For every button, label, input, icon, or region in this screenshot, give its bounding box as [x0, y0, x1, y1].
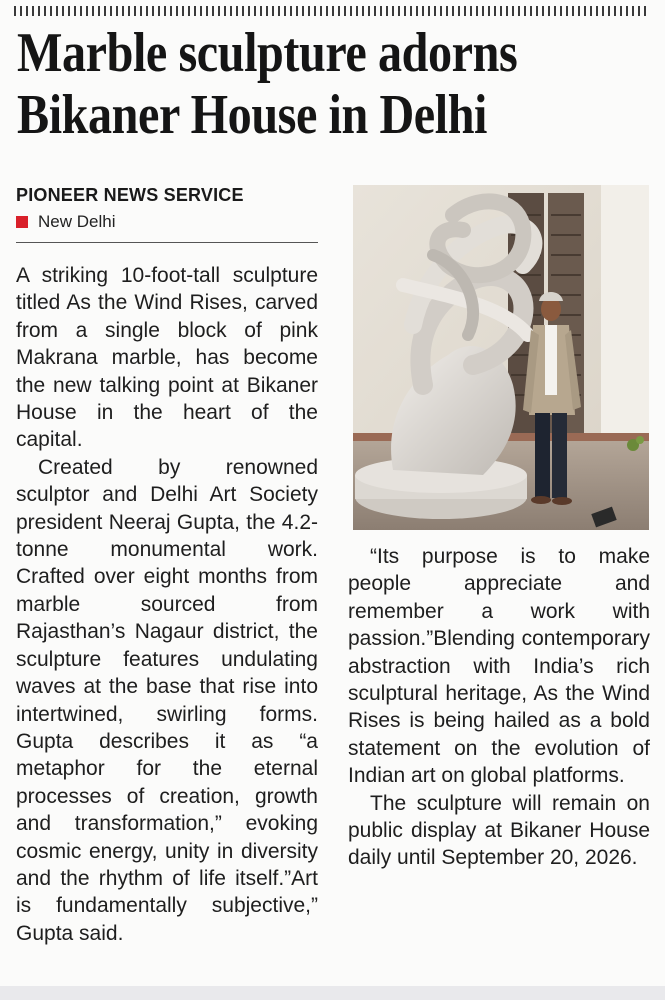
article-paragraph: “Its purpose is to make people appreciate and remember a work with passion.”Blending contemporary abstraction with India’s rich sculptural heritage, As the Wind Rises is being hailed as a bold statement on the evolution of Indian art on global platforms.: [348, 545, 650, 788]
headline: [17, 22, 564, 146]
article-paragraph: Created by renowned sculptor and Delhi Art Society president Neeraj Gupta, the 4.2-tonne monumental work. Crafted over eight months from marble sourced from Rajasthan’s Nagaur district, the sculpture features undulating waves at the base that rise into intertwined, swirling forms. Gupta describes it as “a metaphor for the eternal processes of creation, growth and transformation,” evoking cosmic energy, unity in diversity and the rhythm of life itself.”Art is fundamentally subjective,” Gupta said.: [16, 455, 318, 945]
sculpture-photo: [353, 185, 649, 530]
dateline-city: New Delhi: [38, 212, 116, 231]
article-column-right: [348, 543, 650, 872]
top-tick-bar: [14, 6, 650, 16]
article-paragraph: The sculpture will remain on public display at Bikaner House daily until September 20, 2026.: [348, 791, 650, 870]
bottom-band: [0, 986, 665, 1000]
dateline: [16, 212, 115, 232]
article-column-left: [16, 262, 318, 947]
byline: PIONEER NEWS SERVICE: [16, 185, 244, 205]
headline-line-1: Marble sculpture adorns: [17, 22, 518, 84]
article-paragraph: A striking 10-foot-tall sculpture titled As the Wind Rises, carved from a single block of pink Makrana marble, has become the new talking point at Bikaner House in the heart of the capital.: [16, 264, 318, 452]
byline-divider: [16, 242, 318, 243]
red-square-icon: [16, 216, 28, 228]
headline-line-2: Bikaner House in Delhi: [17, 84, 488, 146]
